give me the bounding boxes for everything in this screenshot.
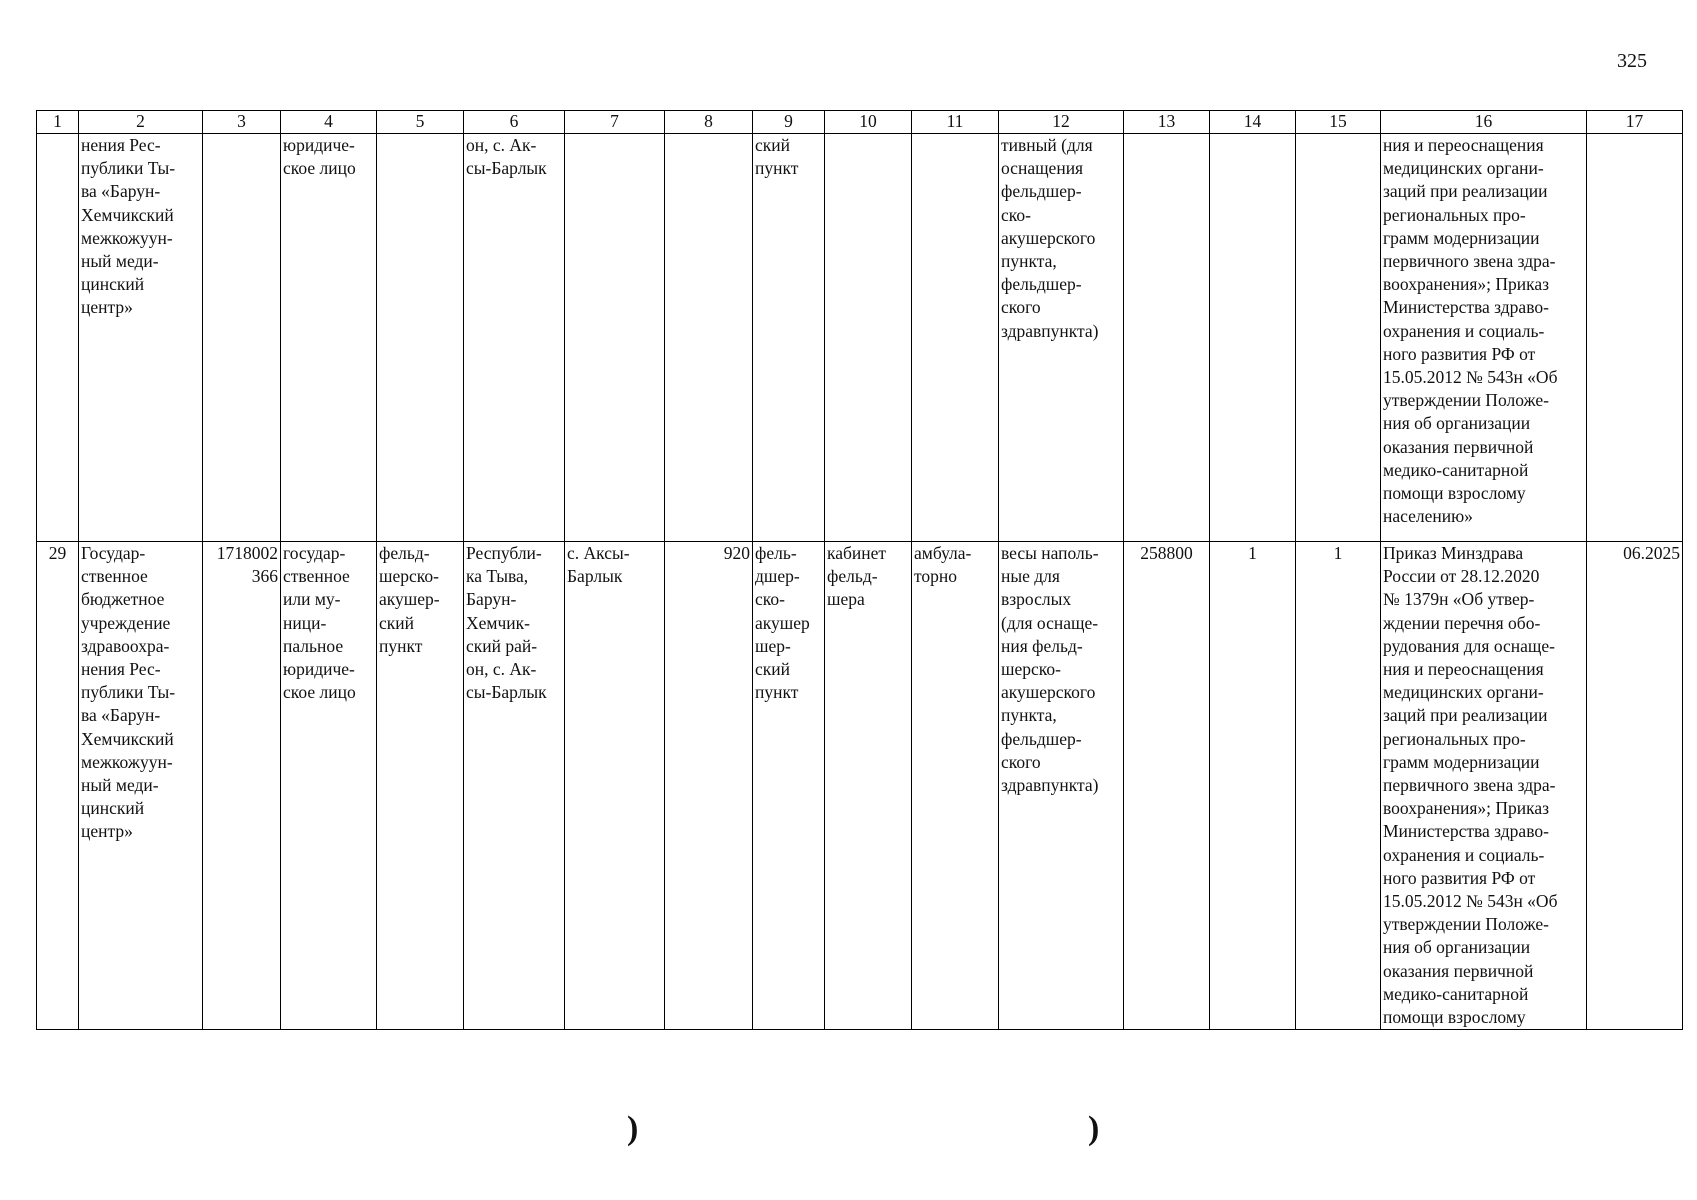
- cell-date: 06.2025: [1587, 542, 1683, 1030]
- table-row: [37, 134, 1683, 542]
- header-cell: 11: [912, 111, 999, 134]
- cell-legal-basis: ния и переоснащения медицинских органи- заций при реализации региональных про- грамм модернизации первичного звена здра- воохранения»; Приказ Министерства здраво- охранения и социаль- ного развития РФ от 15.05.2012 № 543н «Об утверждении Положе- ния об организации оказания первичной медико-санитарной помощи взрослому населению»: [1381, 134, 1587, 542]
- header-cell: 9: [753, 111, 825, 134]
- cell-address: Республи- ка Тыва, Барун- Хемчик- ский рай- он, с. Ак- сы-Барлык: [464, 542, 565, 1030]
- cell-quantity-a: [1210, 134, 1296, 542]
- cell-room: кабинет фельд- шера: [825, 542, 912, 1030]
- cell-organization: Государ- ственное бюджетное учреждение здравоохра- нения Рес- публики Ты- ва «Барун- Хемчикский межкожуун- ный меди- цинский центр»: [79, 542, 203, 1030]
- data-table: [36, 110, 1683, 1030]
- cell-legal-form: государ- ственное или му- ници- пальное юридиче- ское лицо: [281, 542, 377, 1030]
- cell-date: [1587, 134, 1683, 542]
- cell-equipment: весы наполь- ные для взрослых (для оснаще- ния фельд- шерско- акушерского пункта, фельдшер- ского здравпункта): [999, 542, 1124, 1030]
- cell-address: он, с. Ак- сы-Барлык: [464, 134, 565, 542]
- header-cell: 14: [1210, 111, 1296, 134]
- cell-settlement: [565, 134, 665, 542]
- cell-room: [825, 134, 912, 542]
- header-cell: 1: [37, 111, 79, 134]
- cell-care-form: амбула- торно: [912, 542, 999, 1030]
- cell-organization: нения Рес- публики Ты- ва «Барун- Хемчикский межкожуун- ный меди- цинский центр»: [79, 134, 203, 542]
- header-cell: 17: [1587, 111, 1683, 134]
- header-cell: 3: [203, 111, 281, 134]
- cell-facility: фель- дшер- ско- акушер шер- ский пункт: [753, 542, 825, 1030]
- header-cell: 12: [999, 111, 1124, 134]
- header-cell: 5: [377, 111, 464, 134]
- cell-facility: ский пункт: [753, 134, 825, 542]
- cell-row-number: 29: [37, 542, 79, 1030]
- cell-cost: [1124, 134, 1210, 542]
- cell-cost: 258800: [1124, 542, 1210, 1030]
- header-cell: 6: [464, 111, 565, 134]
- header-cell: 4: [281, 111, 377, 134]
- cell-settlement: с. Аксы- Барлык: [565, 542, 665, 1030]
- cell-quantity-a: 1: [1210, 542, 1296, 1030]
- header-cell: 10: [825, 111, 912, 134]
- cell-quantity-b: [1296, 134, 1381, 542]
- cell-unit-type: [377, 134, 464, 542]
- header-cell: 13: [1124, 111, 1210, 134]
- header-cell: 8: [665, 111, 753, 134]
- cell-quantity-b: 1: [1296, 542, 1381, 1030]
- cell-care-form: [912, 134, 999, 542]
- scan-mark: ): [627, 1110, 639, 1147]
- cell-legal-form: юридиче- ское лицо: [281, 134, 377, 542]
- cell-population: 920: [665, 542, 753, 1030]
- cell-legal-basis: Приказ Минздрава России от 28.12.2020 № 1379н «Об утвер- ждении перечня обо- рудования для оснаще- ния и переоснащения медицинских органи- заций при реализации региональных про- грамм модернизации первичного звена здра- воохранения»; Приказ Министерства здраво- охранения и социаль- ного развития РФ от 15.05.2012 № 543н «Об утверждении Положе- ния об организации оказания первичной медико-санитарной помощи взрослому: [1381, 542, 1587, 1030]
- cell-unit-type: фельд- шерско- акушер- ский пункт: [377, 542, 464, 1030]
- cell-inn: 1718002 366: [203, 542, 281, 1030]
- scan-mark: ): [1088, 1110, 1100, 1147]
- header-cell: 2: [79, 111, 203, 134]
- header-cell: 15: [1296, 111, 1381, 134]
- cell-row-number: [37, 134, 79, 542]
- header-row: [37, 111, 1683, 134]
- header-cell: 7: [565, 111, 665, 134]
- cell-inn: [203, 134, 281, 542]
- cell-equipment: тивный (для оснащения фельдшер- ско- акушерского пункта, фельдшер- ского здравпункта): [999, 134, 1124, 542]
- table-row: [37, 542, 1683, 1030]
- header-cell: 16: [1381, 111, 1587, 134]
- page-number: 325: [1617, 50, 1647, 72]
- cell-population: [665, 134, 753, 542]
